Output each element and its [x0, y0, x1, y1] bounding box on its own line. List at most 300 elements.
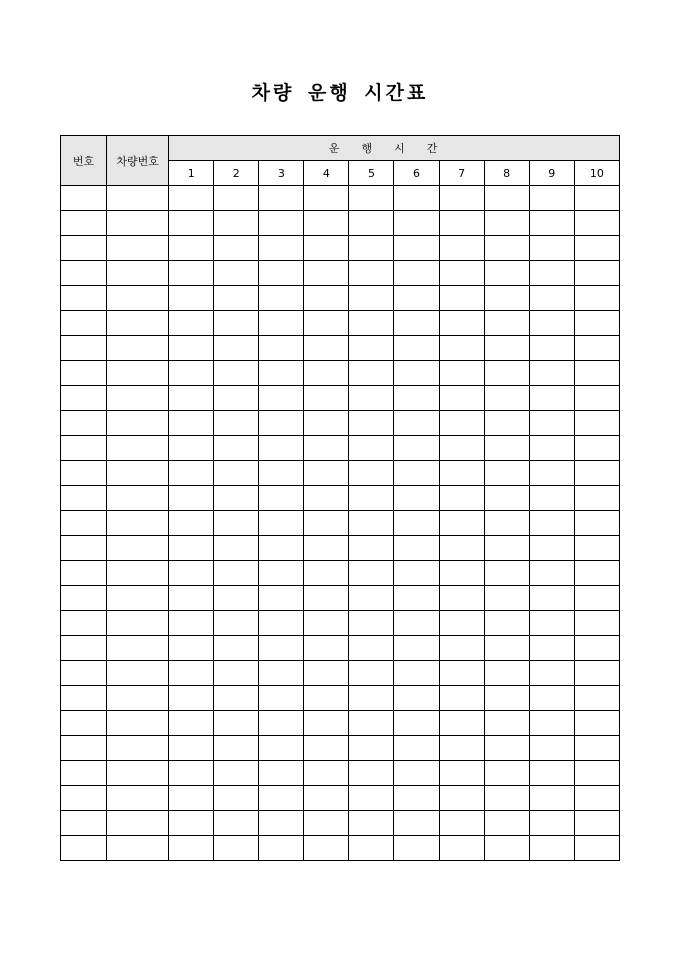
time-cell[interactable] — [574, 286, 619, 311]
time-cell[interactable] — [169, 511, 214, 536]
time-cell[interactable] — [394, 811, 439, 836]
time-cell[interactable] — [574, 586, 619, 611]
time-cell[interactable] — [259, 386, 304, 411]
vehicle-number-cell[interactable] — [107, 836, 169, 861]
time-cell[interactable] — [169, 561, 214, 586]
time-cell[interactable] — [304, 311, 349, 336]
time-cell[interactable] — [574, 536, 619, 561]
time-cell[interactable] — [484, 611, 529, 636]
time-cell[interactable] — [484, 336, 529, 361]
number-cell[interactable] — [61, 311, 107, 336]
number-cell[interactable] — [61, 211, 107, 236]
time-cell[interactable] — [394, 586, 439, 611]
time-cell[interactable] — [484, 361, 529, 386]
time-cell[interactable] — [214, 336, 259, 361]
time-cell[interactable] — [169, 486, 214, 511]
time-cell[interactable] — [484, 836, 529, 861]
time-cell[interactable] — [529, 786, 574, 811]
time-cell[interactable] — [169, 811, 214, 836]
time-cell[interactable] — [529, 836, 574, 861]
number-cell[interactable] — [61, 411, 107, 436]
time-cell[interactable] — [349, 711, 394, 736]
time-cell[interactable] — [214, 786, 259, 811]
time-cell[interactable] — [574, 486, 619, 511]
time-cell[interactable] — [484, 511, 529, 536]
time-cell[interactable] — [259, 811, 304, 836]
time-cell[interactable] — [484, 711, 529, 736]
time-cell[interactable] — [439, 236, 484, 261]
number-cell[interactable] — [61, 236, 107, 261]
time-cell[interactable] — [304, 336, 349, 361]
time-cell[interactable] — [169, 761, 214, 786]
number-cell[interactable] — [61, 361, 107, 386]
vehicle-number-cell[interactable] — [107, 336, 169, 361]
time-cell[interactable] — [259, 661, 304, 686]
time-cell[interactable] — [529, 511, 574, 536]
time-cell[interactable] — [214, 686, 259, 711]
time-cell[interactable] — [349, 786, 394, 811]
time-cell[interactable] — [214, 311, 259, 336]
time-cell[interactable] — [439, 336, 484, 361]
time-cell[interactable] — [439, 786, 484, 811]
time-cell[interactable] — [349, 486, 394, 511]
time-cell[interactable] — [214, 386, 259, 411]
time-cell[interactable] — [394, 186, 439, 211]
time-cell[interactable] — [574, 611, 619, 636]
time-cell[interactable] — [529, 586, 574, 611]
time-cell[interactable] — [394, 361, 439, 386]
time-cell[interactable] — [214, 761, 259, 786]
time-cell[interactable] — [574, 361, 619, 386]
time-cell[interactable] — [259, 561, 304, 586]
time-cell[interactable] — [574, 761, 619, 786]
time-cell[interactable] — [529, 311, 574, 336]
time-cell[interactable] — [574, 711, 619, 736]
time-cell[interactable] — [574, 336, 619, 361]
time-cell[interactable] — [439, 536, 484, 561]
time-cell[interactable] — [214, 511, 259, 536]
time-cell[interactable] — [529, 211, 574, 236]
time-cell[interactable] — [304, 536, 349, 561]
time-cell[interactable] — [394, 711, 439, 736]
vehicle-number-cell[interactable] — [107, 536, 169, 561]
time-cell[interactable] — [214, 586, 259, 611]
time-cell[interactable] — [349, 611, 394, 636]
number-cell[interactable] — [61, 536, 107, 561]
time-cell[interactable] — [259, 636, 304, 661]
number-cell[interactable] — [61, 436, 107, 461]
time-cell[interactable] — [349, 736, 394, 761]
time-cell[interactable] — [349, 286, 394, 311]
time-cell[interactable] — [394, 761, 439, 786]
number-cell[interactable] — [61, 761, 107, 786]
time-cell[interactable] — [439, 511, 484, 536]
time-cell[interactable] — [484, 386, 529, 411]
time-cell[interactable] — [529, 661, 574, 686]
time-cell[interactable] — [484, 786, 529, 811]
number-cell[interactable] — [61, 336, 107, 361]
time-cell[interactable] — [169, 411, 214, 436]
time-cell[interactable] — [529, 561, 574, 586]
time-cell[interactable] — [439, 636, 484, 661]
time-cell[interactable] — [349, 386, 394, 411]
time-cell[interactable] — [259, 736, 304, 761]
time-cell[interactable] — [439, 761, 484, 786]
time-cell[interactable] — [259, 286, 304, 311]
time-cell[interactable] — [394, 786, 439, 811]
time-cell[interactable] — [304, 486, 349, 511]
time-cell[interactable] — [304, 186, 349, 211]
time-cell[interactable] — [439, 836, 484, 861]
time-cell[interactable] — [394, 311, 439, 336]
time-cell[interactable] — [484, 561, 529, 586]
time-cell[interactable] — [574, 786, 619, 811]
time-cell[interactable] — [484, 461, 529, 486]
time-cell[interactable] — [349, 561, 394, 586]
time-cell[interactable] — [349, 811, 394, 836]
time-cell[interactable] — [169, 536, 214, 561]
time-cell[interactable] — [214, 661, 259, 686]
time-cell[interactable] — [259, 586, 304, 611]
time-cell[interactable] — [169, 686, 214, 711]
time-cell[interactable] — [529, 811, 574, 836]
time-cell[interactable] — [214, 211, 259, 236]
time-cell[interactable] — [214, 286, 259, 311]
time-cell[interactable] — [304, 686, 349, 711]
time-cell[interactable] — [214, 236, 259, 261]
time-cell[interactable] — [484, 286, 529, 311]
time-cell[interactable] — [529, 286, 574, 311]
time-cell[interactable] — [439, 361, 484, 386]
time-cell[interactable] — [484, 311, 529, 336]
time-cell[interactable] — [259, 461, 304, 486]
time-cell[interactable] — [529, 236, 574, 261]
time-cell[interactable] — [304, 386, 349, 411]
number-cell[interactable] — [61, 386, 107, 411]
time-cell[interactable] — [169, 361, 214, 386]
time-cell[interactable] — [439, 261, 484, 286]
number-cell[interactable] — [61, 836, 107, 861]
time-cell[interactable] — [529, 461, 574, 486]
time-cell[interactable] — [349, 461, 394, 486]
time-cell[interactable] — [214, 711, 259, 736]
time-cell[interactable] — [574, 261, 619, 286]
time-cell[interactable] — [169, 611, 214, 636]
time-cell[interactable] — [394, 236, 439, 261]
time-cell[interactable] — [484, 661, 529, 686]
time-cell[interactable] — [439, 811, 484, 836]
time-cell[interactable] — [574, 686, 619, 711]
number-cell[interactable] — [61, 561, 107, 586]
time-cell[interactable] — [349, 211, 394, 236]
time-cell[interactable] — [349, 236, 394, 261]
vehicle-number-cell[interactable] — [107, 286, 169, 311]
time-cell[interactable] — [394, 736, 439, 761]
time-cell[interactable] — [439, 586, 484, 611]
time-cell[interactable] — [259, 686, 304, 711]
time-cell[interactable] — [259, 536, 304, 561]
time-cell[interactable] — [169, 636, 214, 661]
time-cell[interactable] — [259, 836, 304, 861]
vehicle-number-cell[interactable] — [107, 686, 169, 711]
time-cell[interactable] — [439, 411, 484, 436]
time-cell[interactable] — [169, 461, 214, 486]
vehicle-number-cell[interactable] — [107, 311, 169, 336]
vehicle-number-cell[interactable] — [107, 486, 169, 511]
time-cell[interactable] — [214, 261, 259, 286]
time-cell[interactable] — [169, 661, 214, 686]
time-cell[interactable] — [394, 461, 439, 486]
time-cell[interactable] — [574, 661, 619, 686]
time-cell[interactable] — [574, 211, 619, 236]
vehicle-number-cell[interactable] — [107, 711, 169, 736]
time-cell[interactable] — [259, 711, 304, 736]
vehicle-number-cell[interactable] — [107, 611, 169, 636]
time-cell[interactable] — [304, 636, 349, 661]
time-cell[interactable] — [484, 586, 529, 611]
number-cell[interactable] — [61, 661, 107, 686]
time-cell[interactable] — [304, 436, 349, 461]
time-cell[interactable] — [349, 761, 394, 786]
number-cell[interactable] — [61, 461, 107, 486]
time-cell[interactable] — [484, 411, 529, 436]
time-cell[interactable] — [169, 311, 214, 336]
number-cell[interactable] — [61, 511, 107, 536]
vehicle-number-cell[interactable] — [107, 361, 169, 386]
time-cell[interactable] — [394, 661, 439, 686]
time-cell[interactable] — [259, 336, 304, 361]
time-cell[interactable] — [214, 436, 259, 461]
time-cell[interactable] — [484, 261, 529, 286]
time-cell[interactable] — [259, 511, 304, 536]
time-cell[interactable] — [484, 486, 529, 511]
time-cell[interactable] — [304, 461, 349, 486]
time-cell[interactable] — [529, 686, 574, 711]
time-cell[interactable] — [484, 761, 529, 786]
time-cell[interactable] — [304, 761, 349, 786]
time-cell[interactable] — [304, 561, 349, 586]
time-cell[interactable] — [259, 261, 304, 286]
time-cell[interactable] — [574, 311, 619, 336]
time-cell[interactable] — [349, 636, 394, 661]
vehicle-number-cell[interactable] — [107, 211, 169, 236]
time-cell[interactable] — [574, 636, 619, 661]
vehicle-number-cell[interactable] — [107, 411, 169, 436]
time-cell[interactable] — [394, 561, 439, 586]
time-cell[interactable] — [529, 411, 574, 436]
time-cell[interactable] — [349, 686, 394, 711]
time-cell[interactable] — [259, 436, 304, 461]
time-cell[interactable] — [484, 686, 529, 711]
number-cell[interactable] — [61, 286, 107, 311]
time-cell[interactable] — [394, 336, 439, 361]
time-cell[interactable] — [484, 236, 529, 261]
number-cell[interactable] — [61, 686, 107, 711]
time-cell[interactable] — [529, 536, 574, 561]
time-cell[interactable] — [169, 586, 214, 611]
time-cell[interactable] — [574, 461, 619, 486]
time-cell[interactable] — [349, 361, 394, 386]
time-cell[interactable] — [214, 461, 259, 486]
vehicle-number-cell[interactable] — [107, 736, 169, 761]
number-cell[interactable] — [61, 486, 107, 511]
time-cell[interactable] — [349, 311, 394, 336]
time-cell[interactable] — [304, 286, 349, 311]
time-cell[interactable] — [304, 361, 349, 386]
time-cell[interactable] — [484, 436, 529, 461]
time-cell[interactable] — [394, 536, 439, 561]
time-cell[interactable] — [169, 436, 214, 461]
vehicle-number-cell[interactable] — [107, 261, 169, 286]
time-cell[interactable] — [394, 386, 439, 411]
time-cell[interactable] — [574, 561, 619, 586]
time-cell[interactable] — [304, 586, 349, 611]
time-cell[interactable] — [259, 311, 304, 336]
number-cell[interactable] — [61, 611, 107, 636]
time-cell[interactable] — [529, 186, 574, 211]
vehicle-number-cell[interactable] — [107, 636, 169, 661]
time-cell[interactable] — [259, 361, 304, 386]
time-cell[interactable] — [394, 286, 439, 311]
time-cell[interactable] — [529, 761, 574, 786]
vehicle-number-cell[interactable] — [107, 436, 169, 461]
vehicle-number-cell[interactable] — [107, 586, 169, 611]
time-cell[interactable] — [439, 436, 484, 461]
time-cell[interactable] — [349, 536, 394, 561]
time-cell[interactable] — [169, 386, 214, 411]
time-cell[interactable] — [169, 286, 214, 311]
time-cell[interactable] — [259, 236, 304, 261]
time-cell[interactable] — [259, 761, 304, 786]
time-cell[interactable] — [349, 336, 394, 361]
time-cell[interactable] — [394, 211, 439, 236]
time-cell[interactable] — [529, 436, 574, 461]
time-cell[interactable] — [574, 811, 619, 836]
time-cell[interactable] — [529, 611, 574, 636]
vehicle-number-cell[interactable] — [107, 186, 169, 211]
time-cell[interactable] — [394, 411, 439, 436]
time-cell[interactable] — [169, 336, 214, 361]
time-cell[interactable] — [259, 486, 304, 511]
time-cell[interactable] — [214, 411, 259, 436]
number-cell[interactable] — [61, 636, 107, 661]
time-cell[interactable] — [529, 261, 574, 286]
vehicle-number-cell[interactable] — [107, 236, 169, 261]
time-cell[interactable] — [529, 336, 574, 361]
number-cell[interactable] — [61, 586, 107, 611]
time-cell[interactable] — [349, 661, 394, 686]
time-cell[interactable] — [529, 736, 574, 761]
time-cell[interactable] — [304, 711, 349, 736]
time-cell[interactable] — [439, 561, 484, 586]
time-cell[interactable] — [574, 736, 619, 761]
time-cell[interactable] — [394, 611, 439, 636]
vehicle-number-cell[interactable] — [107, 761, 169, 786]
time-cell[interactable] — [169, 836, 214, 861]
time-cell[interactable] — [439, 736, 484, 761]
time-cell[interactable] — [259, 786, 304, 811]
vehicle-number-cell[interactable] — [107, 786, 169, 811]
time-cell[interactable] — [439, 661, 484, 686]
time-cell[interactable] — [214, 561, 259, 586]
time-cell[interactable] — [259, 211, 304, 236]
time-cell[interactable] — [214, 811, 259, 836]
vehicle-number-cell[interactable] — [107, 561, 169, 586]
vehicle-number-cell[interactable] — [107, 511, 169, 536]
time-cell[interactable] — [574, 186, 619, 211]
time-cell[interactable] — [169, 736, 214, 761]
time-cell[interactable] — [259, 186, 304, 211]
time-cell[interactable] — [349, 836, 394, 861]
time-cell[interactable] — [394, 261, 439, 286]
time-cell[interactable] — [304, 611, 349, 636]
time-cell[interactable] — [259, 411, 304, 436]
time-cell[interactable] — [439, 186, 484, 211]
time-cell[interactable] — [529, 636, 574, 661]
time-cell[interactable] — [439, 461, 484, 486]
vehicle-number-cell[interactable] — [107, 811, 169, 836]
time-cell[interactable] — [214, 636, 259, 661]
time-cell[interactable] — [169, 261, 214, 286]
time-cell[interactable] — [394, 836, 439, 861]
time-cell[interactable] — [574, 836, 619, 861]
time-cell[interactable] — [214, 361, 259, 386]
time-cell[interactable] — [574, 386, 619, 411]
time-cell[interactable] — [349, 586, 394, 611]
time-cell[interactable] — [574, 436, 619, 461]
vehicle-number-cell[interactable] — [107, 461, 169, 486]
vehicle-number-cell[interactable] — [107, 386, 169, 411]
number-cell[interactable] — [61, 736, 107, 761]
time-cell[interactable] — [304, 236, 349, 261]
time-cell[interactable] — [349, 436, 394, 461]
time-cell[interactable] — [574, 511, 619, 536]
time-cell[interactable] — [304, 736, 349, 761]
time-cell[interactable] — [349, 261, 394, 286]
time-cell[interactable] — [214, 736, 259, 761]
time-cell[interactable] — [484, 811, 529, 836]
time-cell[interactable] — [484, 536, 529, 561]
time-cell[interactable] — [394, 686, 439, 711]
time-cell[interactable] — [394, 636, 439, 661]
time-cell[interactable] — [214, 486, 259, 511]
time-cell[interactable] — [304, 661, 349, 686]
time-cell[interactable] — [349, 511, 394, 536]
time-cell[interactable] — [169, 711, 214, 736]
time-cell[interactable] — [394, 511, 439, 536]
number-cell[interactable] — [61, 261, 107, 286]
time-cell[interactable] — [304, 211, 349, 236]
time-cell[interactable] — [259, 611, 304, 636]
time-cell[interactable] — [484, 211, 529, 236]
time-cell[interactable] — [439, 486, 484, 511]
time-cell[interactable] — [529, 361, 574, 386]
time-cell[interactable] — [304, 411, 349, 436]
time-cell[interactable] — [574, 236, 619, 261]
time-cell[interactable] — [349, 186, 394, 211]
time-cell[interactable] — [214, 186, 259, 211]
time-cell[interactable] — [304, 786, 349, 811]
time-cell[interactable] — [394, 436, 439, 461]
time-cell[interactable] — [529, 386, 574, 411]
time-cell[interactable] — [439, 686, 484, 711]
time-cell[interactable] — [484, 736, 529, 761]
time-cell[interactable] — [304, 811, 349, 836]
number-cell[interactable] — [61, 711, 107, 736]
time-cell[interactable] — [169, 786, 214, 811]
time-cell[interactable] — [439, 711, 484, 736]
time-cell[interactable] — [439, 211, 484, 236]
